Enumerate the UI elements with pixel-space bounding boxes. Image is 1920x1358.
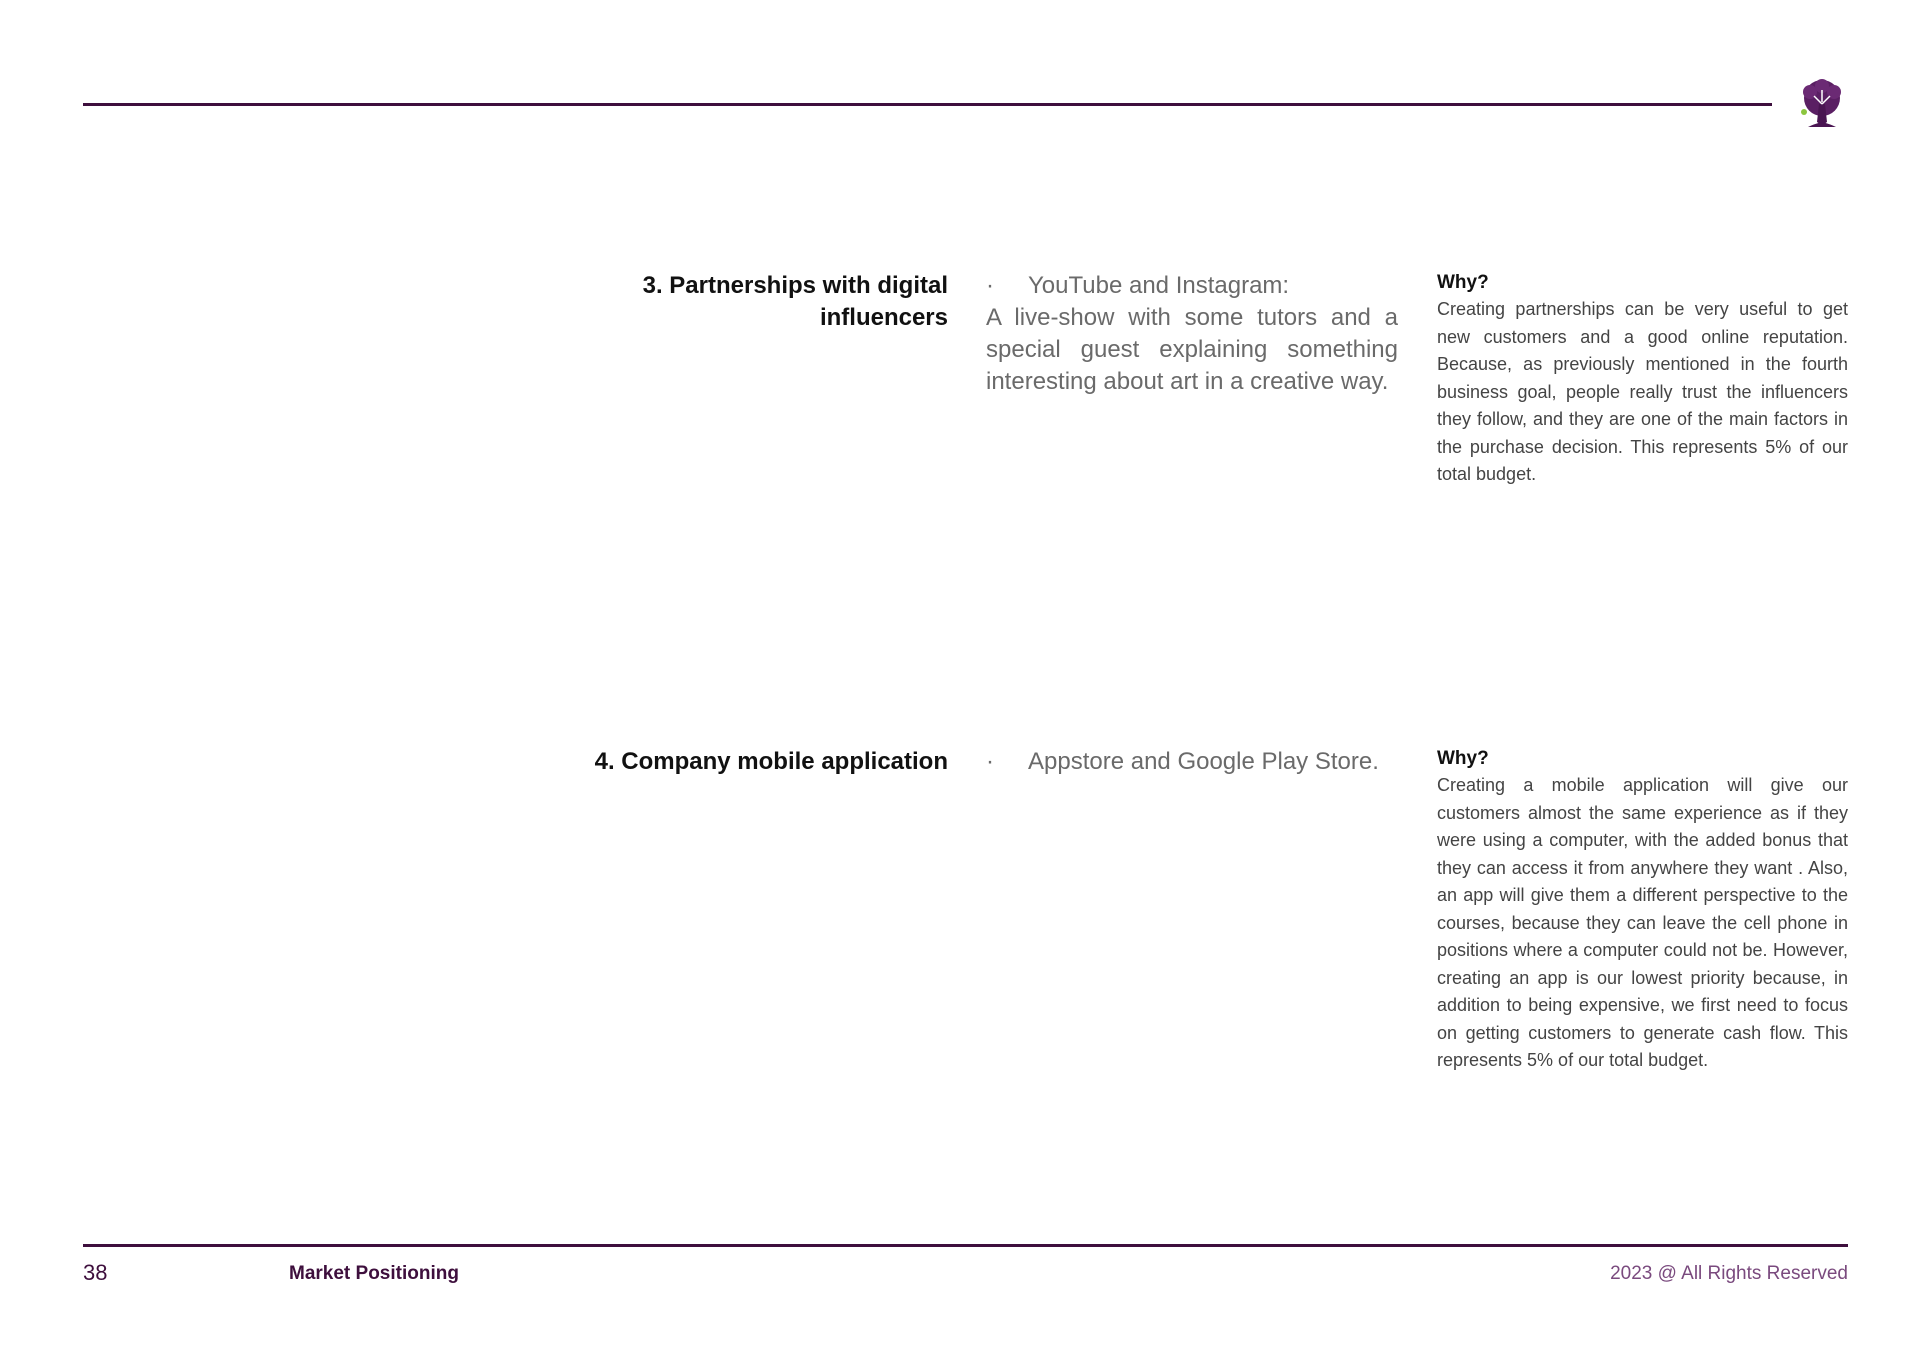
why-text: Creating partnerships can be very useful to get new customers and a good online reputation. Because, as previously mentioned in the fourth business goal, people really trust the influencers they follow, and they are one of the main factors in the purchase decision. This represents 5% of our total budget. (1437, 299, 1848, 484)
why-column (1437, 746, 1848, 1075)
why-label: Why? (1437, 272, 1489, 293)
why-text: Creating a mobile application will give our customers almost the same experience as if they were using a computer, with the added bonus that they can access it from anywhere they want . Also, an app will give them a different perspective to the courses, because they can leave the cell phone in positions where a computer could not be. However, creating an app is our lowest priority because, in addition to being expensive, we first need to focus on getting customers to generate cash flow. This represents 5% of our total budget. (1437, 775, 1848, 1070)
page-number: 38 (83, 1260, 108, 1285)
footer-section-title: Market Positioning (289, 1263, 459, 1284)
footer-copyright: 2023 @ All Rights Reserved (1610, 1263, 1848, 1284)
channel-column (986, 746, 1398, 778)
section-heading: 3. Partnerships with digital influencers (642, 272, 948, 331)
why-label: Why? (1437, 748, 1489, 769)
bullet-item: · YouTube and Instagram: (986, 270, 1398, 302)
bullet-dot-icon: · (986, 272, 994, 299)
channel-column (986, 270, 1398, 398)
header-rule (83, 103, 1772, 106)
bullet-item: · Appstore and Google Play Store. (986, 746, 1398, 778)
channel-description: A live-show with some tutors and a special guest explaining something interesting about art in a creative way. (986, 304, 1398, 395)
bullet-dot-icon: · (986, 748, 994, 775)
section-heading: 4. Company mobile application (594, 748, 948, 775)
why-column (1437, 270, 1848, 489)
footer-rule (83, 1244, 1848, 1247)
tree-logo-icon (1796, 78, 1848, 130)
